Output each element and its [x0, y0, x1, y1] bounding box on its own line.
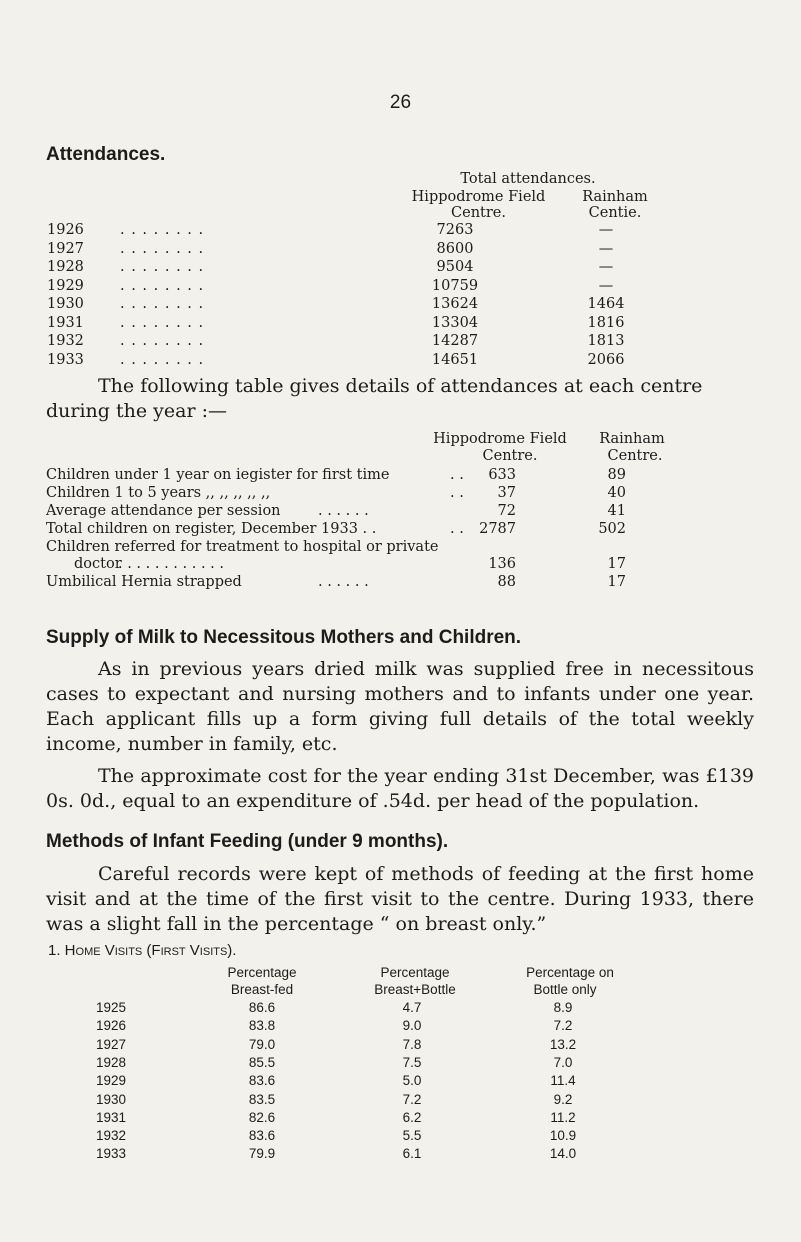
feeding-row-bottle-only: 10.9 — [549, 1128, 577, 1144]
attendances-group-header: Total attendances. — [460, 171, 596, 187]
milk-paragraph-2: The approximate cost for the year ending 31st December, was £139 0s. 0d., equal to an expenditure of .54d. per head of the population. — [46, 765, 754, 812]
feeding-row-bottle-only: 8.9 — [553, 1000, 573, 1015]
attendance-row-hippodrome: 8600 — [436, 240, 474, 257]
feeding-row-breast-fed: 79.0 — [248, 1036, 276, 1052]
attendance-row-rainham: — — [598, 277, 614, 294]
details-col2-header-a: Rainham — [599, 431, 665, 447]
feeding-row-year: 1925 — [96, 1000, 127, 1015]
feeding-row-year: 1929 — [96, 1073, 127, 1089]
feeding-row-year: 1931 — [96, 1109, 127, 1125]
attendance-row-year: 1933 — [47, 351, 84, 368]
details-col2-header-b: Centre. — [607, 448, 663, 464]
attendances-col1-header-a: Hippodrome Field — [411, 189, 546, 205]
feeding-row-bottle-only: 7.0 — [553, 1054, 573, 1070]
milk-heading: Supply of Milk to Necessitous Mothers and Children. — [46, 627, 522, 648]
feeding-row-year: 1926 — [96, 1018, 127, 1034]
feeding-row-bottle-only: 7.2 — [553, 1018, 573, 1034]
details-row-label: Average attendance per session — [46, 503, 281, 519]
feeding-row-breast-bottle: 9.0 — [402, 1018, 422, 1034]
attendance-row-hippodrome: 10759 — [431, 277, 479, 294]
details-row-leader: . . . . . . — [318, 503, 369, 519]
attendance-row-rainham: — — [598, 240, 614, 257]
feeding-row-bottle-only: 11.4 — [550, 1073, 576, 1089]
feeding-paragraph: Careful records were kept of methods of feeding at the first home visit and at the time of the first visit to the centre. During 1933, there was a slight fall in the percentage “ on breast only.” — [46, 863, 754, 935]
attendance-row-year: 1932 — [47, 333, 84, 349]
details-row-hippodrome: 2787 — [479, 521, 516, 537]
details-row-rainham: 40 — [607, 485, 626, 501]
milk-paragraph-1: As in previous years dried milk was supplied free in necessitous cases to expectant and nursing mothers and to infants under one year. Each applicant fills up a form giving full details of the total weekly income, number in family, etc. — [46, 658, 754, 755]
attendance-row-year: 1931 — [47, 314, 84, 331]
feeding-col3-header-a: Percentage on — [526, 965, 614, 980]
feeding-row-year: 1930 — [96, 1091, 127, 1107]
attendance-row-rainham: 1813 — [587, 333, 625, 349]
attendance-row-rainham: 2066 — [587, 351, 625, 368]
attendance-row-leader: . . . . . . . . — [120, 259, 205, 275]
attendance-row-year: 1929 — [47, 277, 84, 294]
feeding-row-year: 1932 — [96, 1128, 127, 1144]
feeding-row-breast-fed: 82.6 — [248, 1109, 276, 1125]
feeding-row-breast-fed: 85.5 — [248, 1054, 276, 1070]
feeding-row-breast-bottle: 7.8 — [402, 1036, 422, 1052]
feeding-row-breast-bottle: 6.1 — [402, 1146, 422, 1162]
attendance-row-leader: . . . . . . . . — [120, 333, 205, 349]
feeding-row-bottle-only: 9.2 — [553, 1091, 573, 1107]
feeding-row-bottle-only: 13.2 — [549, 1036, 577, 1052]
attendance-row-hippodrome: 13624 — [431, 296, 479, 312]
feeding-row-breast-bottle: 5.0 — [402, 1073, 422, 1089]
attendance-row-leader: . . . . . . . . — [120, 314, 205, 331]
details-row-rainham: 41 — [607, 503, 626, 519]
attendance-row-leader: . . . . . . . . — [120, 296, 205, 312]
feeding-row-breast-fed: 79.9 — [248, 1146, 276, 1162]
attendance-row-year: 1928 — [47, 259, 84, 275]
feeding-row-breast-fed: 86.6 — [248, 1000, 276, 1015]
attendance-row-hippodrome: 14287 — [431, 333, 479, 349]
details-row-hippodrome: 88 — [497, 574, 516, 590]
details-row-label: Children 1 to 5 years ,, ,, ,, ,, ,, — [46, 485, 271, 501]
feeding-row-year: 1928 — [96, 1054, 127, 1070]
details-row-hippodrome: 633 — [488, 467, 516, 483]
feeding-heading: Methods of Infant Feeding (under 9 months). — [46, 831, 449, 852]
attendance-row-rainham: — — [598, 222, 614, 238]
feeding-row-bottle-only: 14.0 — [549, 1146, 577, 1162]
feeding-row-breast-bottle: 7.5 — [402, 1054, 422, 1070]
attendance-row-leader: . . . . . . . . — [120, 277, 205, 294]
feeding-row-breast-fed: 83.6 — [248, 1128, 276, 1144]
feeding-col3-header-b: Bottle only — [533, 982, 597, 997]
feeding-row-breast-bottle: 5.5 — [402, 1128, 422, 1144]
details-intro-line2: during the year :— — [46, 400, 227, 422]
details-row-label: doctor — [74, 556, 122, 572]
feeding-row-breast-fed: 83.8 — [248, 1018, 276, 1034]
attendance-row-rainham: — — [598, 259, 614, 275]
attendance-row-rainham: 1816 — [587, 314, 625, 331]
attendance-row-hippodrome: 13304 — [431, 314, 479, 331]
attendance-row-leader: . . . . . . . . — [120, 240, 205, 257]
feeding-row-year: 1927 — [96, 1036, 127, 1052]
feeding-col2-header-a: Percentage — [380, 965, 450, 980]
feeding-row-breast-bottle: 4.7 — [402, 1000, 422, 1015]
details-col1-header-a: Hippodrome Field — [433, 431, 567, 447]
page-number: 26 — [389, 92, 412, 113]
details-row-label: Total children on register, December 1933 . . — [46, 521, 377, 537]
feeding-row-breast-fed: 83.5 — [248, 1091, 276, 1107]
feeding-body — [46, 862, 754, 937]
attendance-row-hippodrome: 7263 — [436, 222, 474, 238]
attendance-row-year: 1926 — [47, 222, 84, 238]
details-col1-header-b: Centre. — [482, 448, 538, 464]
attendances-col1-header-b: Centre. — [451, 205, 506, 221]
details-intro-line1: The following table gives details of attendances at each centre — [98, 375, 703, 397]
details-row-rainham: 502 — [598, 521, 626, 537]
feeding-row-year: 1933 — [96, 1146, 127, 1162]
details-row-label: Umbilical Hernia strapped — [46, 574, 242, 590]
feeding-col1-header-b: Breast-fed — [230, 982, 294, 997]
details-intro — [46, 374, 766, 424]
details-row-leader: . . — [450, 485, 464, 501]
milk-body — [46, 657, 754, 814]
details-row-hippodrome: 136 — [488, 556, 516, 572]
details-row-hippodrome: 37 — [497, 485, 516, 501]
attendance-row-year: 1930 — [47, 296, 84, 312]
attendance-row-leader: . . . . . . . . — [120, 222, 205, 238]
details-row-label: Children referred for treatment to hospital or private — [46, 539, 439, 555]
home-visits-title: 1. Home Visits (First Visits). — [48, 942, 237, 959]
details-row-rainham: 17 — [607, 556, 626, 572]
attendance-row-rainham: 1464 — [587, 296, 625, 312]
feeding-col2-header-b: Breast+Bottle — [374, 982, 456, 997]
details-row-leader: . . — [450, 521, 464, 537]
details-row-leader: . . . . . . . . . . . . — [118, 556, 225, 572]
feeding-row-breast-bottle: 6.2 — [402, 1109, 422, 1125]
feeding-row-breast-fed: 83.6 — [248, 1073, 276, 1089]
attendances-col2-header-b: Centie. — [588, 205, 642, 221]
details-row-leader: . . . . . . — [318, 574, 369, 590]
attendance-row-year: 1927 — [47, 240, 84, 257]
details-row-rainham: 89 — [607, 467, 626, 483]
attendance-row-hippodrome: 14651 — [431, 351, 479, 368]
details-row-hippodrome: 72 — [497, 503, 516, 519]
feeding-row-breast-bottle: 7.2 — [402, 1091, 422, 1107]
details-row-rainham: 17 — [607, 574, 626, 590]
feeding-row-bottle-only: 11.2 — [550, 1109, 576, 1125]
attendances-heading: Attendances. — [46, 144, 166, 165]
details-row-leader: . . — [450, 467, 464, 483]
attendance-row-leader: . . . . . . . . — [120, 351, 205, 368]
attendances-col2-header-a: Rainham — [582, 189, 648, 205]
details-row-label: Children under 1 year on iegister for first time — [46, 467, 390, 483]
attendance-row-hippodrome: 9504 — [436, 259, 474, 275]
feeding-col1-header-a: Percentage — [227, 965, 297, 980]
